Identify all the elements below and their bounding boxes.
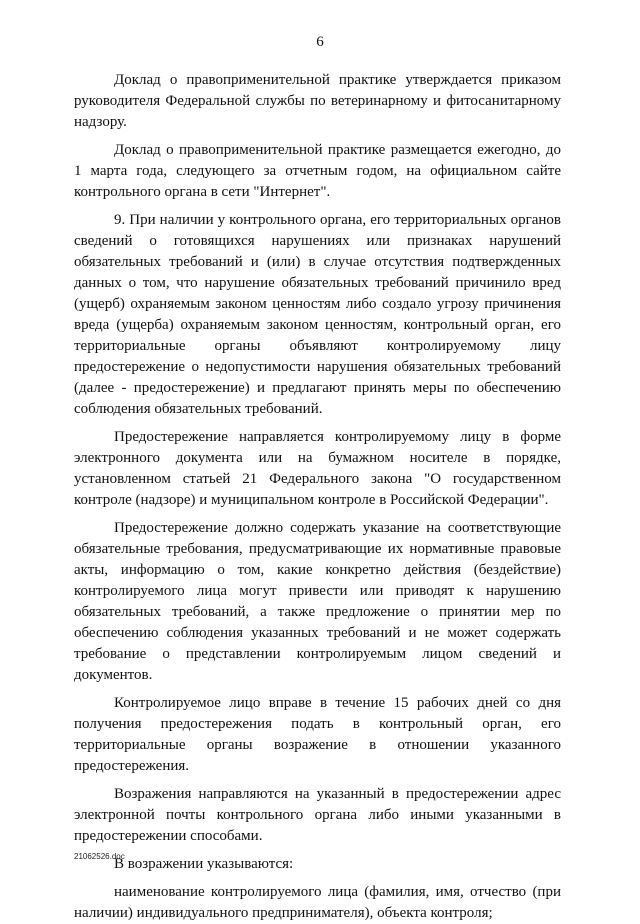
paragraph-objection-right: Контролируемое лицо вправе в течение 15 рабочих дней со дня получения предостережения подать в контрольный орган, его территориальные органы возражение в отношении указанного предостережения. xyxy=(74,695,561,774)
paragraph-objection-contents-intro: В возражении указываются: xyxy=(114,856,294,872)
page-number: 6 xyxy=(316,34,324,50)
paragraph-warning-delivery: Предостережение направляется контролируемому лицу в форме электронного документа или на бумажном носителе в порядке, установленном статьей 21 Федерального закона "О государственном контроле (надзоре) и муниципальном контроле в Российской Федерации". xyxy=(74,429,561,508)
paragraph-report-approval: Доклад о правоприменительной практике утверждается приказом руководителя Федеральной службы по ветеринарному и фитосанитарному надзору. xyxy=(74,72,561,130)
paragraph-clause-9-warning: 9. При наличии у контрольного органа, его территориальных органов сведений о готовящихся нарушениях или признаках нарушений обязательных требований и (или) в случае отсутствия подтвержденных данных о том, что нарушение обязательных требований причинило вред (ущерб) охраняемым законом ценностям либо создало угрозу причинения вреда (ущерба) охраняемым законом ценностям, контрольный орган, его территориальные органы объявляют контролируемому лицу предостережение о недопустимости нарушения обязательных требований (далее - предостережение) и предлагают принять меры по обеспечению соблюдения обязательных требований. xyxy=(74,212,561,417)
document-body xyxy=(74,70,561,924)
footer-file-code: 21062526.doc xyxy=(74,852,125,861)
paragraph-objection-delivery: Возражения направляются на указанный в предостережении адрес электронной почты контрольного органа либо иными указанными в предостережении способами. xyxy=(74,786,561,844)
paragraph-report-publication: Доклад о правоприменительной практике размещается ежегодно, до 1 марта года, следующего за отчетным годом, на официальном сайте контрольного органа в сети "Интернет". xyxy=(74,142,561,200)
paragraph-warning-content: Предостережение должно содержать указание на соответствующие обязательные требования, предусматривающие их нормативные правовые акты, информацию о том, какие конкретно действия (бездействие) контролируемого лица могут привести или приводят к нарушению обязательных требований, а также предложение о принятии мер по обеспечению соблюдения указанных требований и не может содержать требование о представлении контролируемым лицом сведений и документов. xyxy=(74,520,561,683)
paragraph-objection-item-name: наименование контролируемого лица (фамилия, имя, отчество (при наличии) индивидуального предпринимателя), объекта контроля; xyxy=(74,884,561,921)
